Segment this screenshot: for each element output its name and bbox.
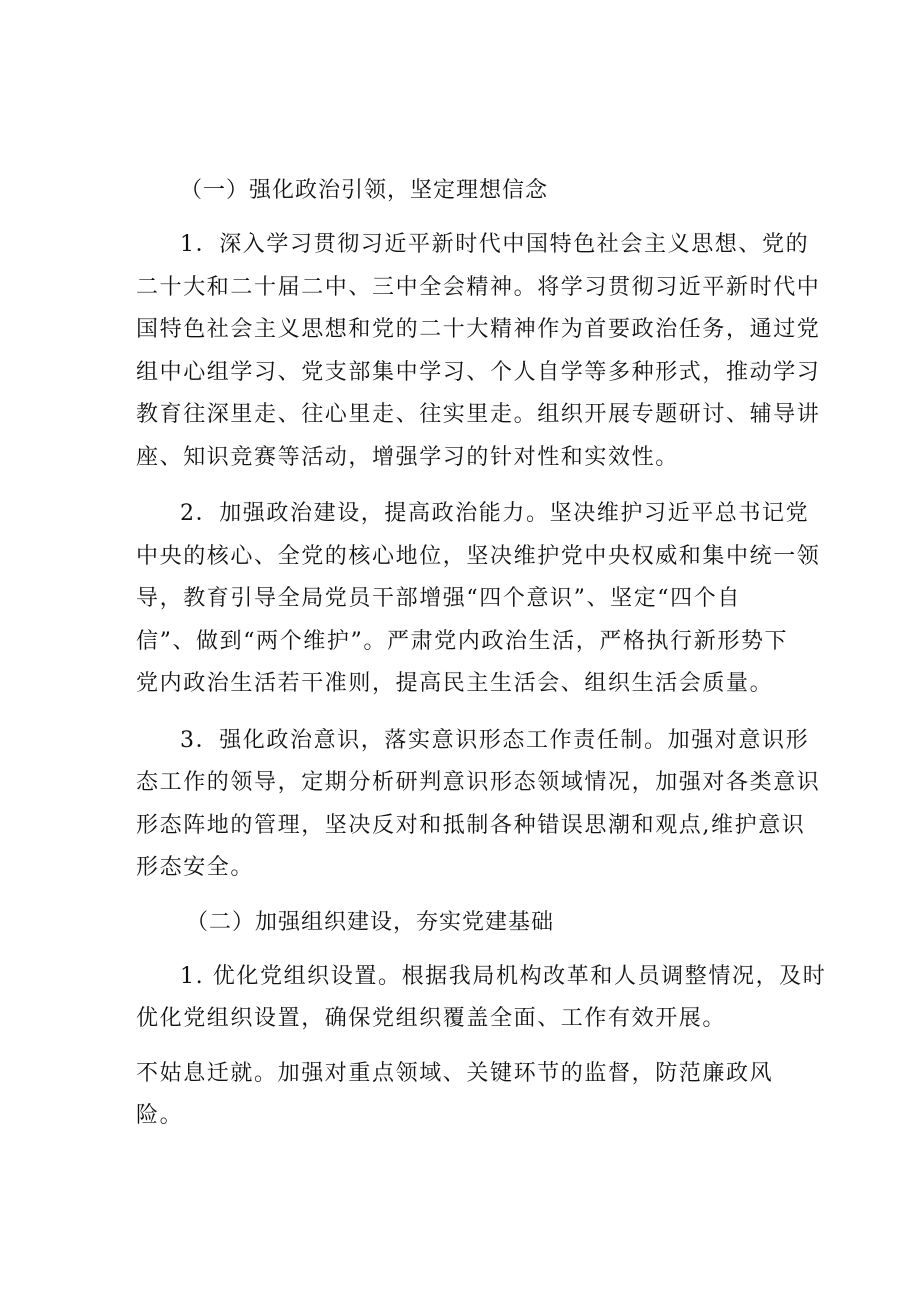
- paragraph-line: 形态阵地的管理，坚决反对和抵制各种错误思潮和观点,维护意识: [136, 812, 806, 838]
- section-heading-1: （一）强化政治引领，坚定理想信念: [180, 178, 549, 203]
- paragraph-line: 导，教育引导全局党员干部增强“四个意识”、坚定“四个自: [136, 586, 741, 611]
- paragraph-line: 国特色社会主义思想和党的二十大精神作为首要政治任务，通过党: [136, 317, 821, 342]
- paragraph-fragment: [136, 1053, 800, 1138]
- paragraph-line: 中央的核心、全党的核心地位，坚决维护党中央权威和集中统一领: [136, 543, 821, 569]
- paragraph-1-1: [136, 224, 821, 479]
- paragraph-2-1: [136, 956, 827, 1041]
- paragraph-line: 信”、做到“两个维护”。严肃党内政治生活，严格执行新形势下: [136, 628, 789, 654]
- paragraph-line: 险。: [136, 1103, 184, 1128]
- paragraph-1-3: [136, 720, 821, 890]
- paragraph-line: 教育往深里走、往心里走、往实里走。组织开展专题研讨、辅导讲: [136, 402, 821, 427]
- paragraph-line: 不姑息迁就。加强对重点领域、关键环节的监督，防范廉政风: [136, 1060, 774, 1086]
- paragraph-line: 二十大和二十届二中、三中全会精神。将学习贯彻习近平新时代中: [136, 274, 821, 300]
- section-heading-2: （二）加强组织建设，夯实党建基础: [186, 909, 555, 935]
- paragraph-line: 态工作的领导，定期分析研判意识形态领域情况，加强对各类意识: [136, 770, 821, 795]
- paragraph-line: 座、知识竞赛等活动，增强学习的针对性和实效性。: [136, 444, 679, 470]
- paragraph-line: 党内政治生活若干准则，提高民主生活会、组织生活会质量。: [136, 671, 774, 696]
- paragraph-line: 1. 优化党组织设置。根据我局机构改革和人员调整情况，及时: [180, 963, 827, 989]
- paragraph-1-2: [136, 493, 821, 706]
- paragraph-line: 1．深入学习贯彻习近平新时代中国特色社会主义思想、党的: [180, 232, 810, 257]
- paragraph-line: 2．加强政治建设，提高政治能力。坚决维护习近平总书记党: [180, 501, 810, 526]
- paragraph-line: 组中心组学习、党支部集中学习、个人自学等多种形式，推动学习: [136, 359, 821, 385]
- paragraph-line: 优化党组织设置，确保党组织覆盖全面、工作有效开展。: [136, 1006, 727, 1031]
- document-body: [136, 170, 827, 1138]
- paragraph-line: 形态安全。: [136, 855, 255, 880]
- paragraph-line: 3．强化政治意识，落实意识形态工作责任制。加强对意识形: [180, 727, 810, 753]
